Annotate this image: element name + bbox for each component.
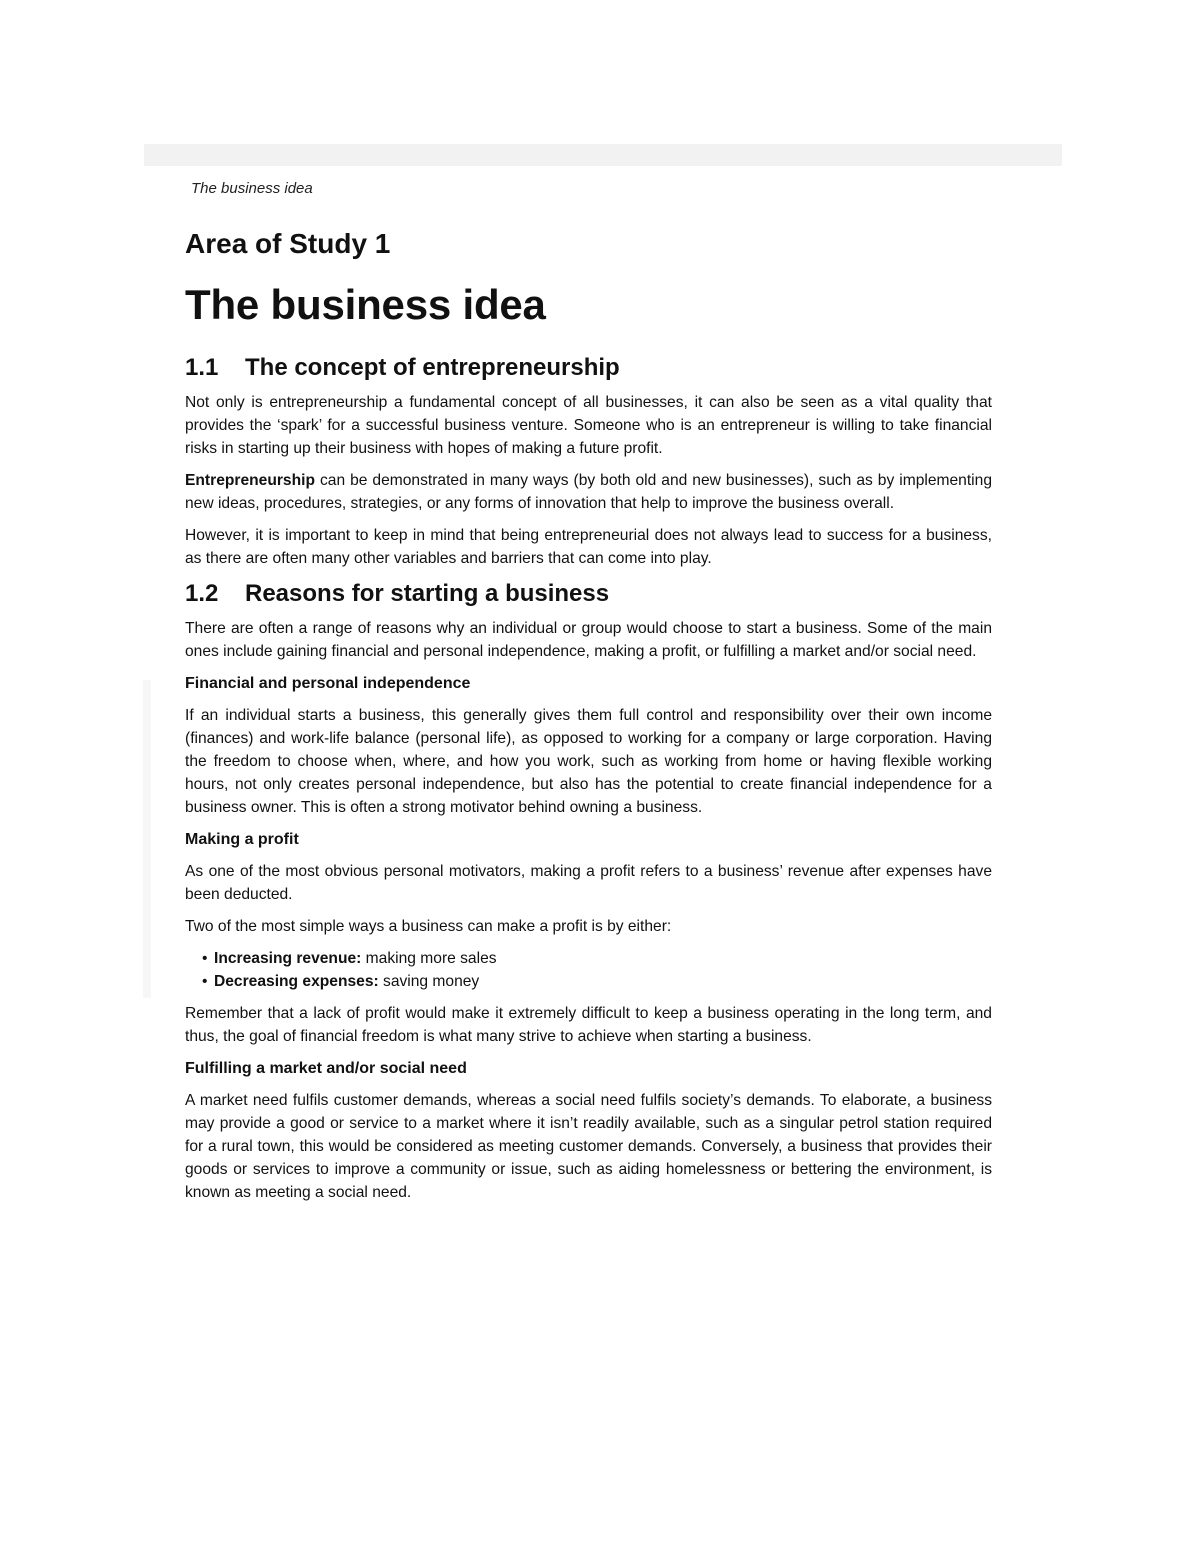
paragraph: Not only is entrepreneurship a fundamental concept of all businesses, it can also be seen as a vital quality that provides the ‘spark’ for a successful business venture. Someone who is an entrepreneur is willing to take financial risks in starting up their business with hopes of making a future profit. <box>185 394 992 457</box>
bullet-text: making more sales <box>361 950 497 967</box>
bullet-term: Increasing revenue: <box>214 950 362 967</box>
page-title: The business idea <box>185 281 546 328</box>
section-number: 1.1 <box>185 354 219 381</box>
paragraph: If an individual starts a business, this generally gives them full control and responsibility over their own income (finances) and work-life balance (personal life), as opposed to working for a company or large corporation. Having the freedom to choose when, where, and how you work, such as working from home or having flexible working hours, not only creates personal independence, but also has the potential to create financial independence for a business owner. This is often a strong motivator behind owning a business. <box>185 707 992 816</box>
paragraph-text: can be demonstrated in many ways (by both old and new businesses), such as by implementing new ideas, procedures, strategies, or any forms of innovation that help to improve the business overall. <box>185 472 992 512</box>
paragraph: Two of the most simple ways a business can make a profit is by either: <box>185 918 672 935</box>
paragraph: A market need fulfils customer demands, whereas a social need fulfils society’s demands. To elaborate, a business may provide a good or service to a market where it isn’t readily available, such as a singular petrol station required for a rural town, this would be considered as meeting customer demands. Conversely, a business that provides their goods or services to improve a community or issue, such as aiding homelessness or bettering the environment, is known as meeting a social need. <box>185 1092 992 1201</box>
section-heading-1-1 <box>185 353 992 383</box>
section-number: 1.2 <box>185 580 219 607</box>
list-item <box>202 970 992 993</box>
document-page <box>185 178 992 1213</box>
section-title: Reasons for starting a business <box>245 580 610 607</box>
running-header: The business idea <box>191 180 313 197</box>
paragraph: Remember that a lack of profit would make it extremely difficult to keep a business operating in the long term, and thus, the goal of financial freedom is what many strive to achieve when starting a business. <box>185 1005 992 1045</box>
paragraph: However, it is important to keep in mind that being entrepreneurial does not always lead to success for a business, as there are often many other variables and barriers that can come into play. <box>185 527 992 567</box>
area-heading: Area of Study 1 <box>185 228 391 259</box>
section-heading-1-2 <box>185 579 992 609</box>
page-top-band <box>144 144 1062 166</box>
bullet-list <box>185 947 992 993</box>
bullet-term: Decreasing expenses: <box>214 973 379 990</box>
subheading-financial-independence: Financial and personal independence <box>185 675 471 692</box>
paragraph <box>185 469 992 515</box>
key-term: Entrepreneurship <box>185 472 315 489</box>
subheading-market-social-need: Fulfilling a market and/or social need <box>185 1060 467 1077</box>
list-item <box>202 947 992 970</box>
page-side-shadow <box>143 680 151 998</box>
paragraph: There are often a range of reasons why an individual or group would choose to start a business. Some of the main ones include gaining financial and personal independence, making a profit, or fulfilling a market and/or social need. <box>185 620 992 660</box>
subheading-making-profit: Making a profit <box>185 831 299 848</box>
section-title: The concept of entrepreneurship <box>245 354 620 381</box>
paragraph: As one of the most obvious personal motivators, making a profit refers to a business’ revenue after expenses have been deducted. <box>185 863 992 903</box>
bullet-text: saving money <box>378 973 480 990</box>
